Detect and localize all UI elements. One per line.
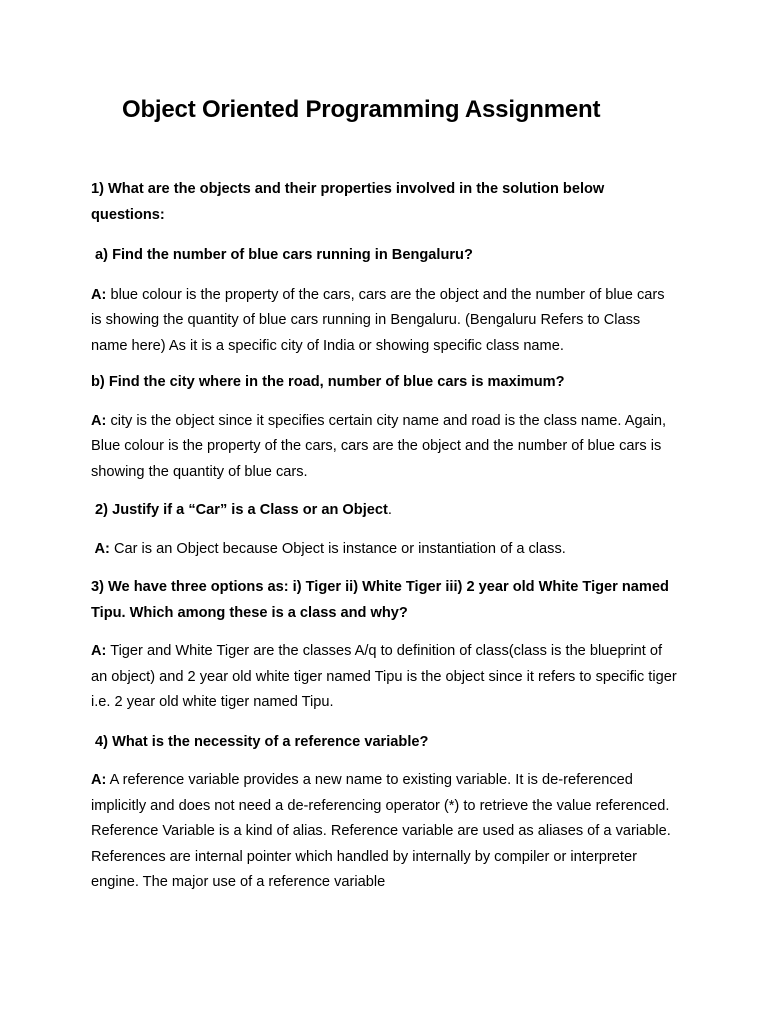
page-title: Object Oriented Programming Assignment xyxy=(122,96,601,123)
question-3: 3) We have three options as: i) Tiger ii) White Tiger iii) 2 year old White Tiger named Tipu. Which among these is a class and why? xyxy=(91,579,669,621)
answer-1b xyxy=(91,409,678,486)
question-4: 4) What is the necessity of a reference variable? xyxy=(91,733,429,750)
question-1a: a) Find the number of blue cars running in Bengaluru? xyxy=(91,247,473,263)
answer-label: A: xyxy=(91,286,107,303)
question-2-text: 2) Justify if a “Car” is a Class or an Object xyxy=(91,502,388,518)
answer-text: Car is an Object because Object is instance or instantiation of a class. xyxy=(109,540,566,557)
answer-4 xyxy=(91,768,678,896)
answer-2 xyxy=(91,537,678,563)
answer-label: A: xyxy=(91,772,107,788)
answer-3 xyxy=(91,639,678,716)
answer-text: city is the object since it specifies certain city name and road is the class name. Again, Blue colour is the property of the cars, cars are the object and the number of blue cars is showing the quantity of blue cars. xyxy=(91,412,667,480)
question-2-period: . xyxy=(387,502,392,518)
answer-label: A: xyxy=(91,540,110,557)
question-1: 1) What are the objects and their properties involved in the solution below questions: xyxy=(91,181,605,223)
answer-text: Tiger and White Tiger are the classes A/q to definition of class(class is the blueprint of an object) and 2 year old white tiger named Tipu is the object since it refers to specific tiger i.e. 2 year old white tiger named Tipu. xyxy=(91,643,677,710)
answer-label: A: xyxy=(91,412,107,429)
answer-1a xyxy=(91,283,678,360)
answer-text: A reference variable provides a new name to existing variable. It is de-referenced implicitly and does not need a de-referencing operator (*) to retrieve the value referenced. Reference Variable is a kind of alias. Reference variable are used as aliases of a variable. References are internal pointer which handled by internally by compiler or interpreter engine. The major use of a reference variable xyxy=(91,772,671,890)
answer-text: blue colour is the property of the cars, cars are the object and the number of blue cars is showing the quantity of blue cars running in Bengaluru. (Bengaluru Refers to Class name here) As it is a specific city of India or showing specific class name. xyxy=(91,286,665,354)
answer-label: A: xyxy=(91,643,107,659)
question-1b: b) Find the city where in the road, number of blue cars is maximum? xyxy=(91,374,565,390)
question-2 xyxy=(91,498,678,524)
